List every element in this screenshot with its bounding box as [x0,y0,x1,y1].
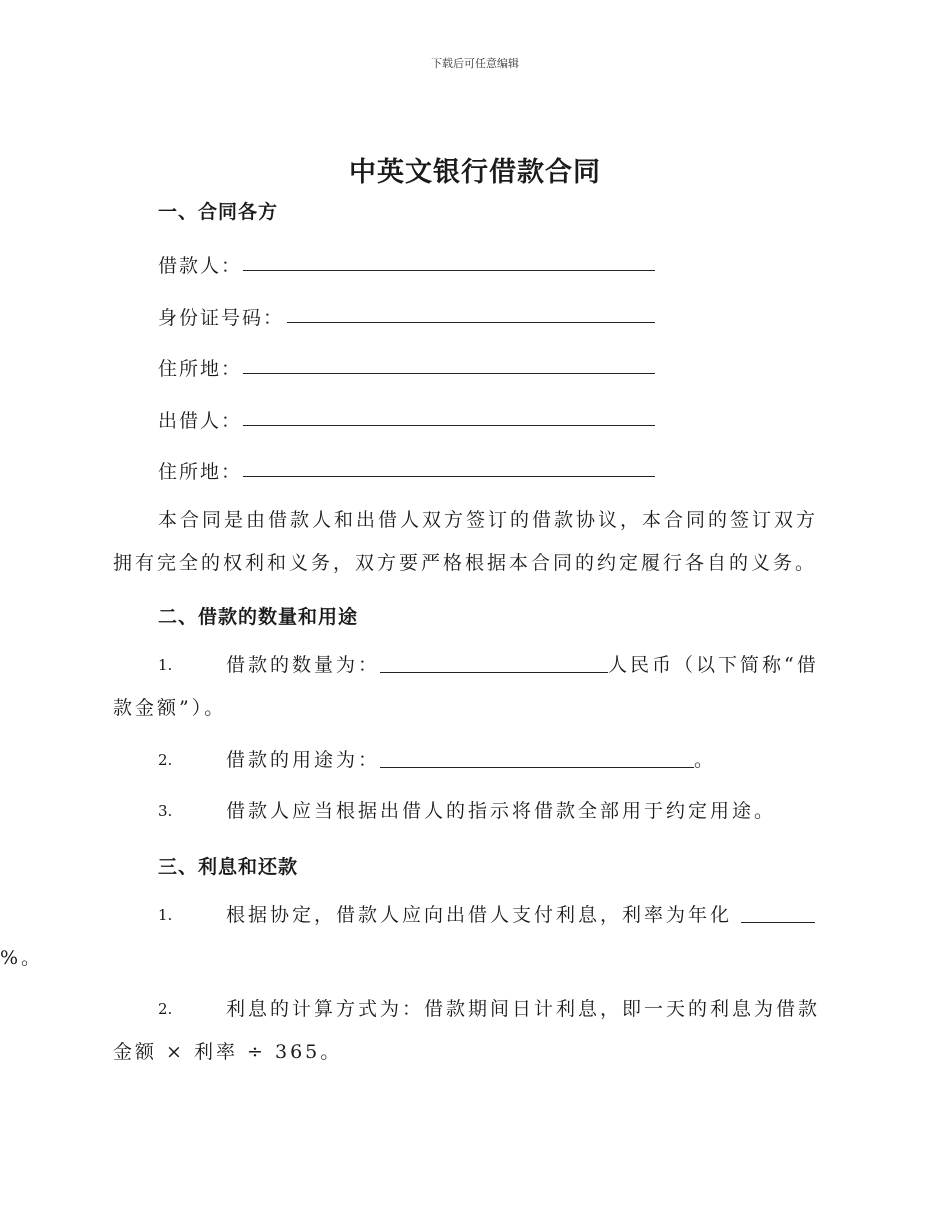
section-heading-parties: 一、合同各方 [158,201,279,223]
field-lender-address [158,454,242,484]
item-number: 1. [158,656,173,674]
item-text-after: %。 [0,947,44,969]
field-label: 出借人： [158,410,243,432]
loan-item-3 [113,790,838,833]
id-number-blank-line [287,322,655,323]
document-title: 中英文银行借款合同 [349,157,601,188]
field-borrower-address [158,351,242,381]
item-text-before: 借款的数量为： [226,654,381,676]
item-number: 2. [158,1000,173,1018]
loan-item-1 [113,644,838,730]
loan-item-2 [113,739,838,782]
borrower-address-blank-line [243,373,655,374]
interest-item-1 [0,894,838,980]
section-heading-interest: 三、利息和还款 [158,856,299,878]
item-text: 利息的计算方式为：借款期间日计利息，即一天的利息为借款金额 × 利率 ÷ 365。 [113,998,821,1063]
field-label: 身份证号码： [158,307,285,329]
loan-purpose-blank [380,747,694,768]
lender-address-blank-line [243,476,655,477]
interest-item-2 [113,988,838,1074]
item-number: 3. [158,802,173,820]
interest-rate-blank [741,902,815,923]
lender-blank-line [243,425,655,426]
intro-paragraph: 本合同是由借款人和出借人双方签订的借款协议，本合同的签订双方拥有完全的权利和义务，双方要严格根据本合同的约定履行各自的义务。 [113,509,819,574]
field-borrower [158,248,242,278]
field-label: 借款人： [158,255,243,277]
loan-amount-blank [380,652,608,673]
item-text-after: 人民币（以下简称“借款金额”）。 [113,654,819,719]
item-number: 1. [158,906,173,924]
field-label: 住所地： [158,461,243,483]
section-heading-loan: 二、借款的数量和用途 [158,606,359,628]
borrower-blank-line [243,270,655,271]
item-text-after: 。 [694,749,717,771]
item-text [0,894,838,980]
item-text [113,644,838,730]
field-id-number [158,300,284,330]
item-number: 2. [158,751,173,769]
header-note: 下载后可任意编辑 [431,57,519,70]
field-lender [158,403,242,433]
item-text-before: 借款的用途为： [226,749,381,771]
field-label: 住所地： [158,358,243,380]
item-text-before: 根据协定，借款人应向出借人支付利息，利率为年化 [226,904,733,926]
item-text: 借款人应当根据出借人的指示将借款全部用于约定用途。 [226,800,777,822]
item-text [113,739,838,782]
